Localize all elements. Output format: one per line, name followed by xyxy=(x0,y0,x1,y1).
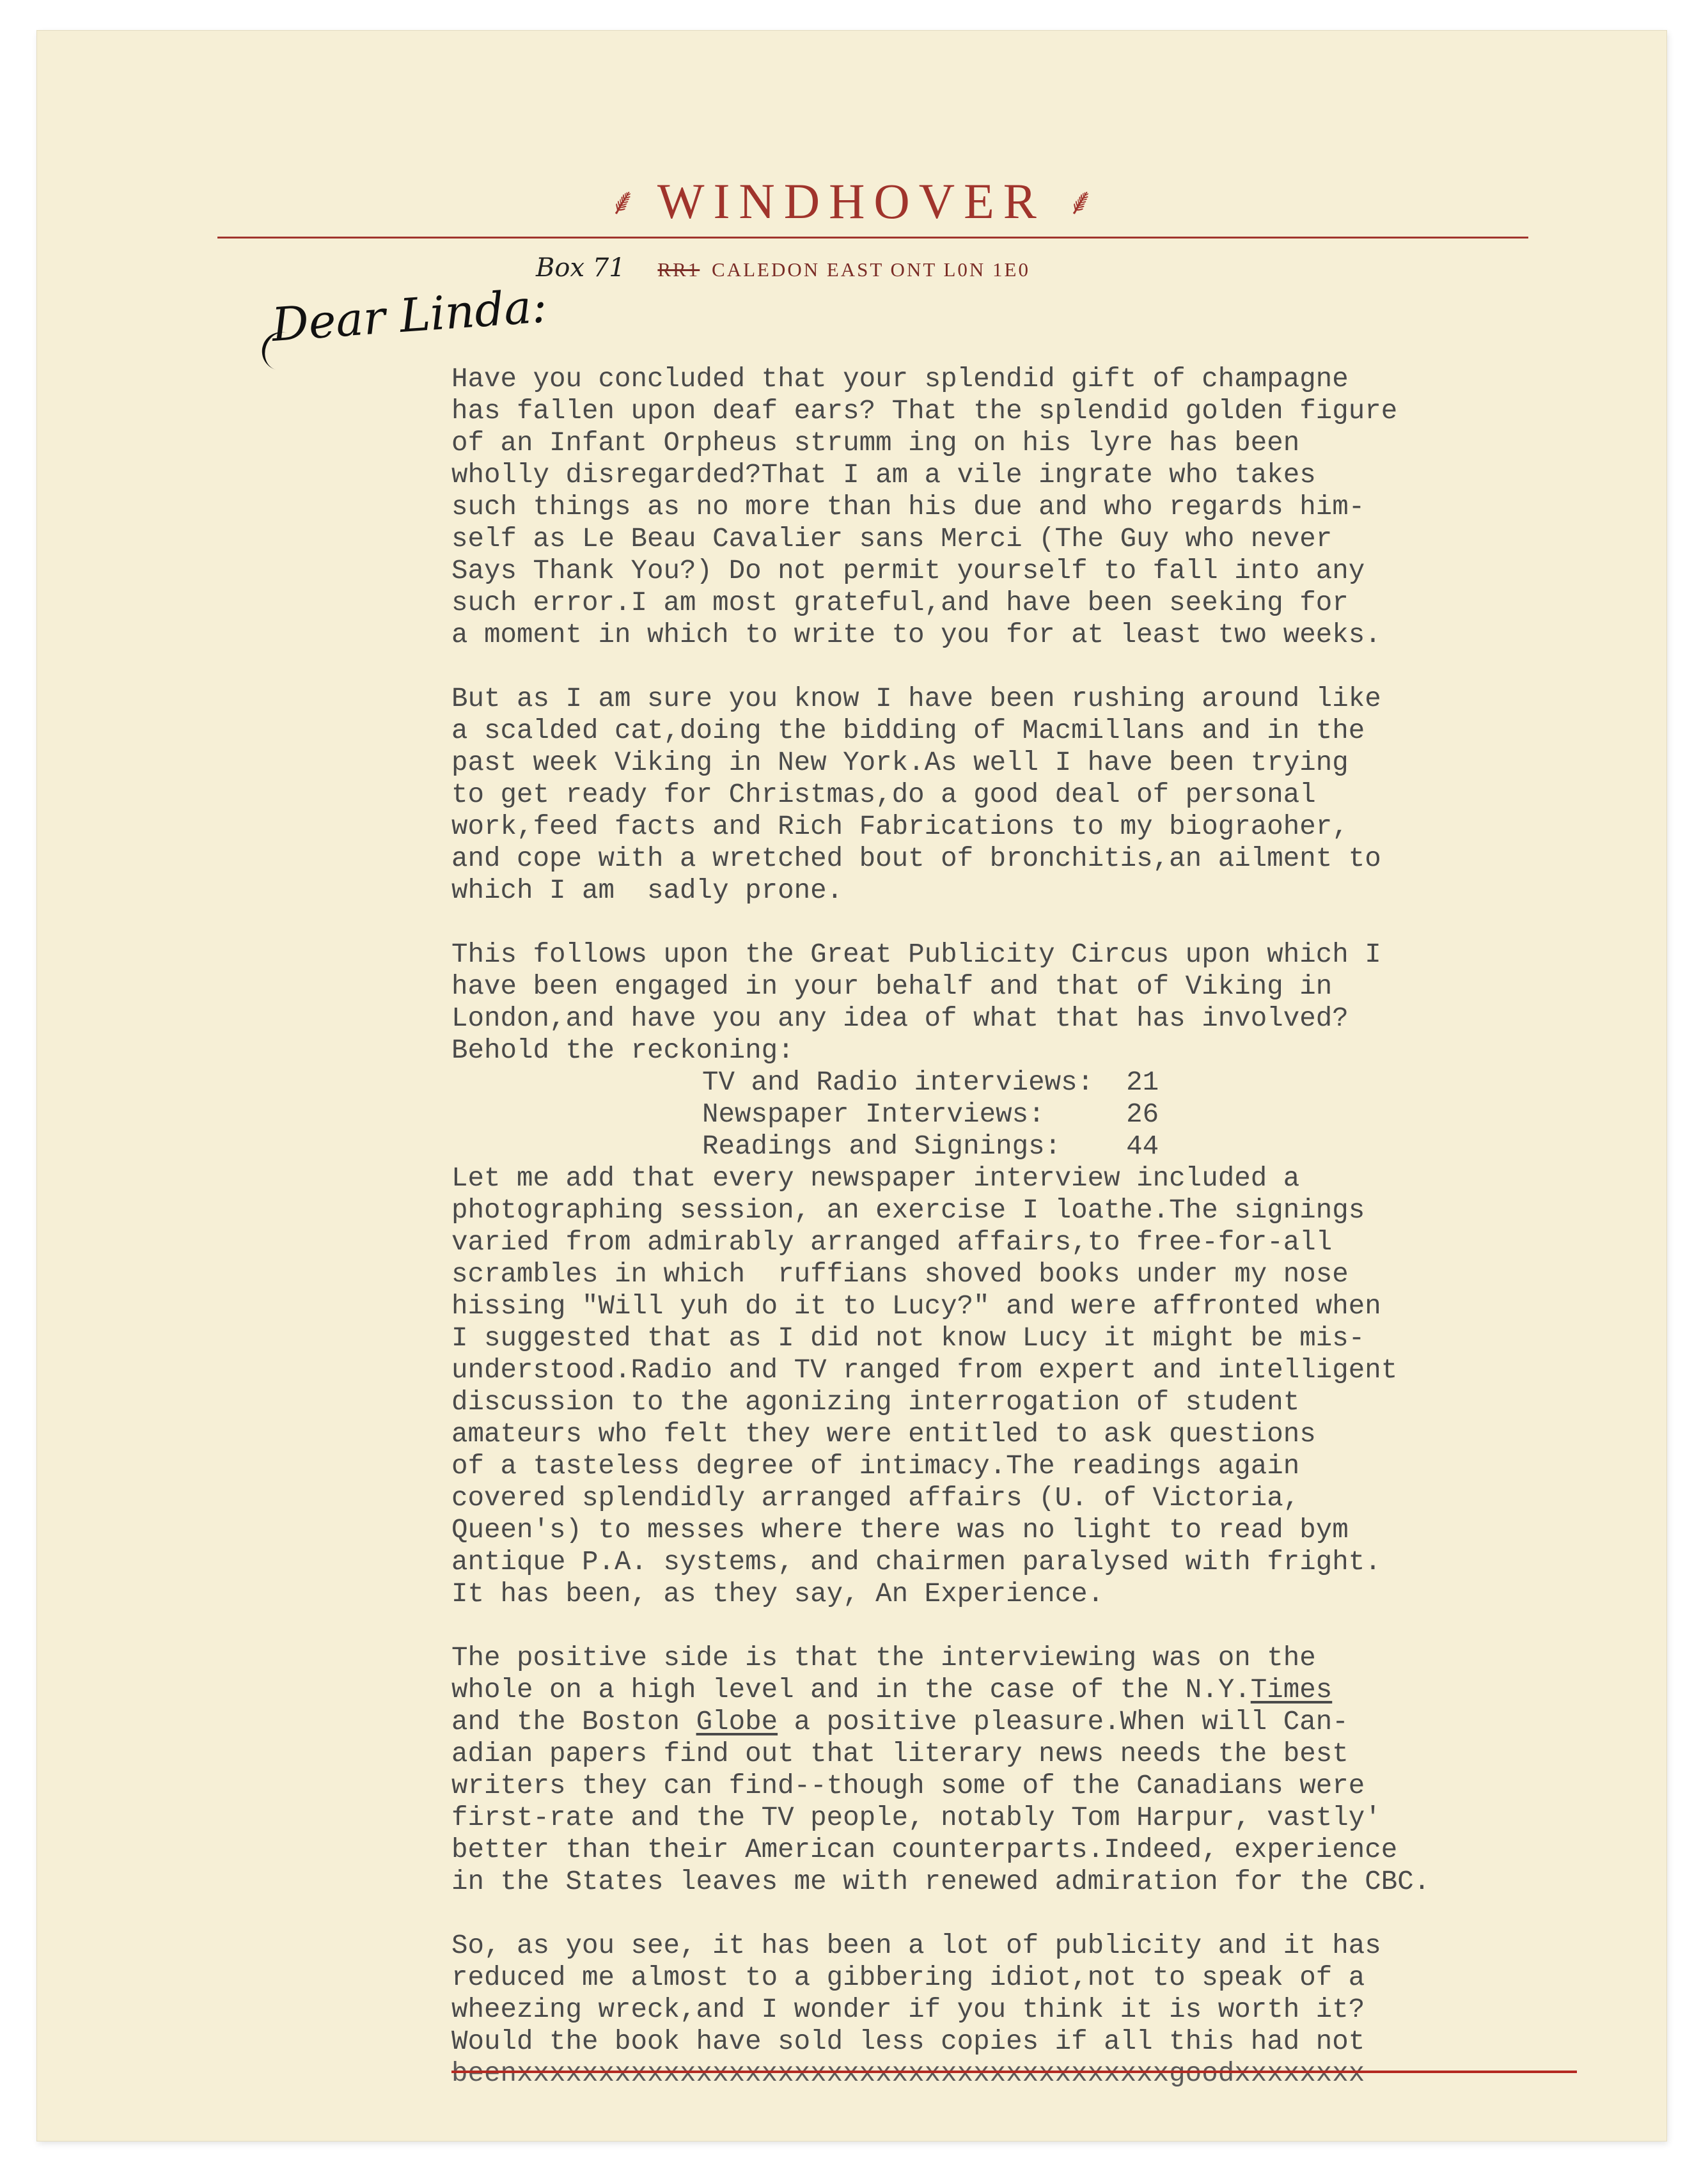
text-line: Let me add that every newspaper interview included a xyxy=(451,1163,1300,1194)
text-line xyxy=(451,1674,1615,1706)
text-line: has fallen upon deaf ears? That the splendid golden figure xyxy=(451,396,1398,427)
text-line: Behold the reckoning: xyxy=(451,1035,794,1066)
newspaper-title-times: Times xyxy=(1250,1675,1333,1705)
text-line: wheezing wreck,and I wonder if you think it is worth it? xyxy=(451,1994,1365,2025)
letterhead-title xyxy=(37,173,1666,230)
paragraph-gap xyxy=(451,651,1615,683)
text-line: scrambles in which ruffians shoved books under my nose xyxy=(451,1259,1349,1290)
tally-row: Readings and Signings: 44 xyxy=(702,1131,1159,1162)
text-line: of a tasteless degree of intimacy.The readings again xyxy=(451,1451,1300,1482)
text-line: varied from admirably arranged affairs,to free-for-all xyxy=(451,1227,1333,1258)
text-line: self as Le Beau Cavalier sans Merci (The Guy who never xyxy=(451,524,1333,554)
text-line: understood.Radio and TV ranged from expert and intelligent xyxy=(451,1355,1398,1386)
fleuron-left-icon: ⸙ xyxy=(609,181,637,223)
paragraph-gap xyxy=(451,1898,1615,1930)
tally-row: TV and Radio interviews: 21 xyxy=(702,1067,1159,1098)
salutation: Dear Linda: xyxy=(270,279,549,352)
letterhead-address xyxy=(536,253,1030,283)
struck-out-line: beenxxxxxxxxxxxxxxxxxxxxxxxxxxxxxxxxxxxxxxxxgoodxxxxxxxx xyxy=(451,2058,1615,2090)
handwritten-box-number: Box 71 xyxy=(536,253,625,283)
text-line: wholly disregarded?That I am a vile ingrate who takes xyxy=(451,460,1316,490)
text-line: photographing session, an exercise I loathe.The signings xyxy=(451,1195,1365,1226)
text-line: adian papers find out that literary news needs the best xyxy=(451,1739,1349,1769)
letterhead-name: WINDHOVER xyxy=(657,173,1046,229)
paragraph-6 xyxy=(451,1930,1615,2058)
text-line: work,feed facts and Rich Fabrications to my biograoher, xyxy=(451,811,1349,842)
text-line: So, as you see, it has been a lot of publicity and it has xyxy=(451,1930,1381,1961)
publicity-tally xyxy=(451,1067,1615,1163)
text-line: Queen's) to messes where there was no light to read bym xyxy=(451,1515,1349,1546)
text-line: better than their American counterparts.Indeed, experience xyxy=(451,1835,1398,1865)
paragraph-5 xyxy=(451,1642,1615,1898)
text-line: reduced me almost to a gibbering idiot,not to speak of a xyxy=(451,1962,1365,1993)
text-line: to get ready for Christmas,do a good deal of personal xyxy=(451,779,1316,810)
text-line: past week Viking in New York.As well I have been trying xyxy=(451,748,1349,778)
fleuron-right-icon: ⸙ xyxy=(1067,181,1095,223)
text-line: a scalded cat,doing the bidding of Macmillans and in the xyxy=(451,716,1365,746)
text-line: Have you concluded that your splendid gift of champagne xyxy=(451,364,1349,395)
newspaper-title-globe: Globe xyxy=(696,1707,778,1737)
text-line: hissing "Will yuh do it to Lucy?" and were affronted when xyxy=(451,1291,1381,1322)
text-line: discussion to the agonizing interrogation of student xyxy=(451,1387,1300,1418)
paragraph-1 xyxy=(451,363,1615,651)
text-line: and cope with a wretched bout of bronchitis,an ailment to xyxy=(451,843,1381,874)
text-line xyxy=(451,1706,1615,1738)
struck-rural-route: RR1 xyxy=(657,258,700,281)
text-line: But as I am sure you know I have been rushing around like xyxy=(451,684,1381,714)
text-line: writers they can find--though some of the Canadians were xyxy=(451,1771,1365,1801)
text-line: such things as no more than his due and who regards him- xyxy=(451,492,1365,522)
text-line: amateurs who felt they were entitled to ask questions xyxy=(451,1419,1316,1450)
text-line: The positive side is that the interviewing was on the xyxy=(451,1643,1316,1673)
text-line: such error.I am most grateful,and have been seeking for xyxy=(451,588,1349,618)
text-line: This follows upon the Great Publicity Circus upon which I xyxy=(451,939,1381,970)
text-line: Would the book have sold less copies if all this had not xyxy=(451,2026,1365,2057)
address-text: CALEDON EAST ONT L0N 1E0 xyxy=(712,258,1030,281)
text-line: I suggested that as I did not know Lucy it might be mis- xyxy=(451,1323,1365,1354)
letterhead-rule xyxy=(217,237,1528,239)
text-line: first-rate and the TV people, notably Tom Harpur, vastly' xyxy=(451,1803,1381,1833)
text-line: It has been, as they say, An Experience. xyxy=(451,1579,1104,1609)
text-line: of an Infant Orpheus strumm ing on his lyre has been xyxy=(451,428,1300,458)
paragraph-gap xyxy=(451,907,1615,939)
paragraph-2 xyxy=(451,683,1615,907)
letter-body xyxy=(451,363,1615,2090)
text-line: antique P.A. systems, and chairmen paralysed with fright. xyxy=(451,1547,1381,1578)
paragraph-4 xyxy=(451,1163,1615,1610)
letter-page xyxy=(37,31,1666,2141)
text-line: London,and have you any idea of what that has involved? xyxy=(451,1003,1349,1034)
text-line: which I am sadly prone. xyxy=(451,875,843,906)
paragraph-5-continued xyxy=(451,1738,1615,1898)
text-span: and the Boston xyxy=(451,1707,696,1737)
text-span: whole on a high level and in the case of the N.Y. xyxy=(451,1675,1251,1705)
text-line: have been engaged in your behalf and that of Viking in xyxy=(451,971,1333,1002)
paragraph-3 xyxy=(451,939,1615,1067)
paragraph-gap xyxy=(451,1610,1615,1642)
text-line: in the States leaves me with renewed admiration for the CBC. xyxy=(451,1867,1430,1897)
text-line: a moment in which to write to you for at least two weeks. xyxy=(451,620,1381,650)
tally-row: Newspaper Interviews: 26 xyxy=(702,1099,1159,1130)
text-span: a positive pleasure.When will Can- xyxy=(778,1707,1349,1737)
text-line: Says Thank You?) Do not permit yourself to fall into any xyxy=(451,556,1365,586)
text-line: covered splendidly arranged affairs (U. of Victoria, xyxy=(451,1483,1300,1514)
